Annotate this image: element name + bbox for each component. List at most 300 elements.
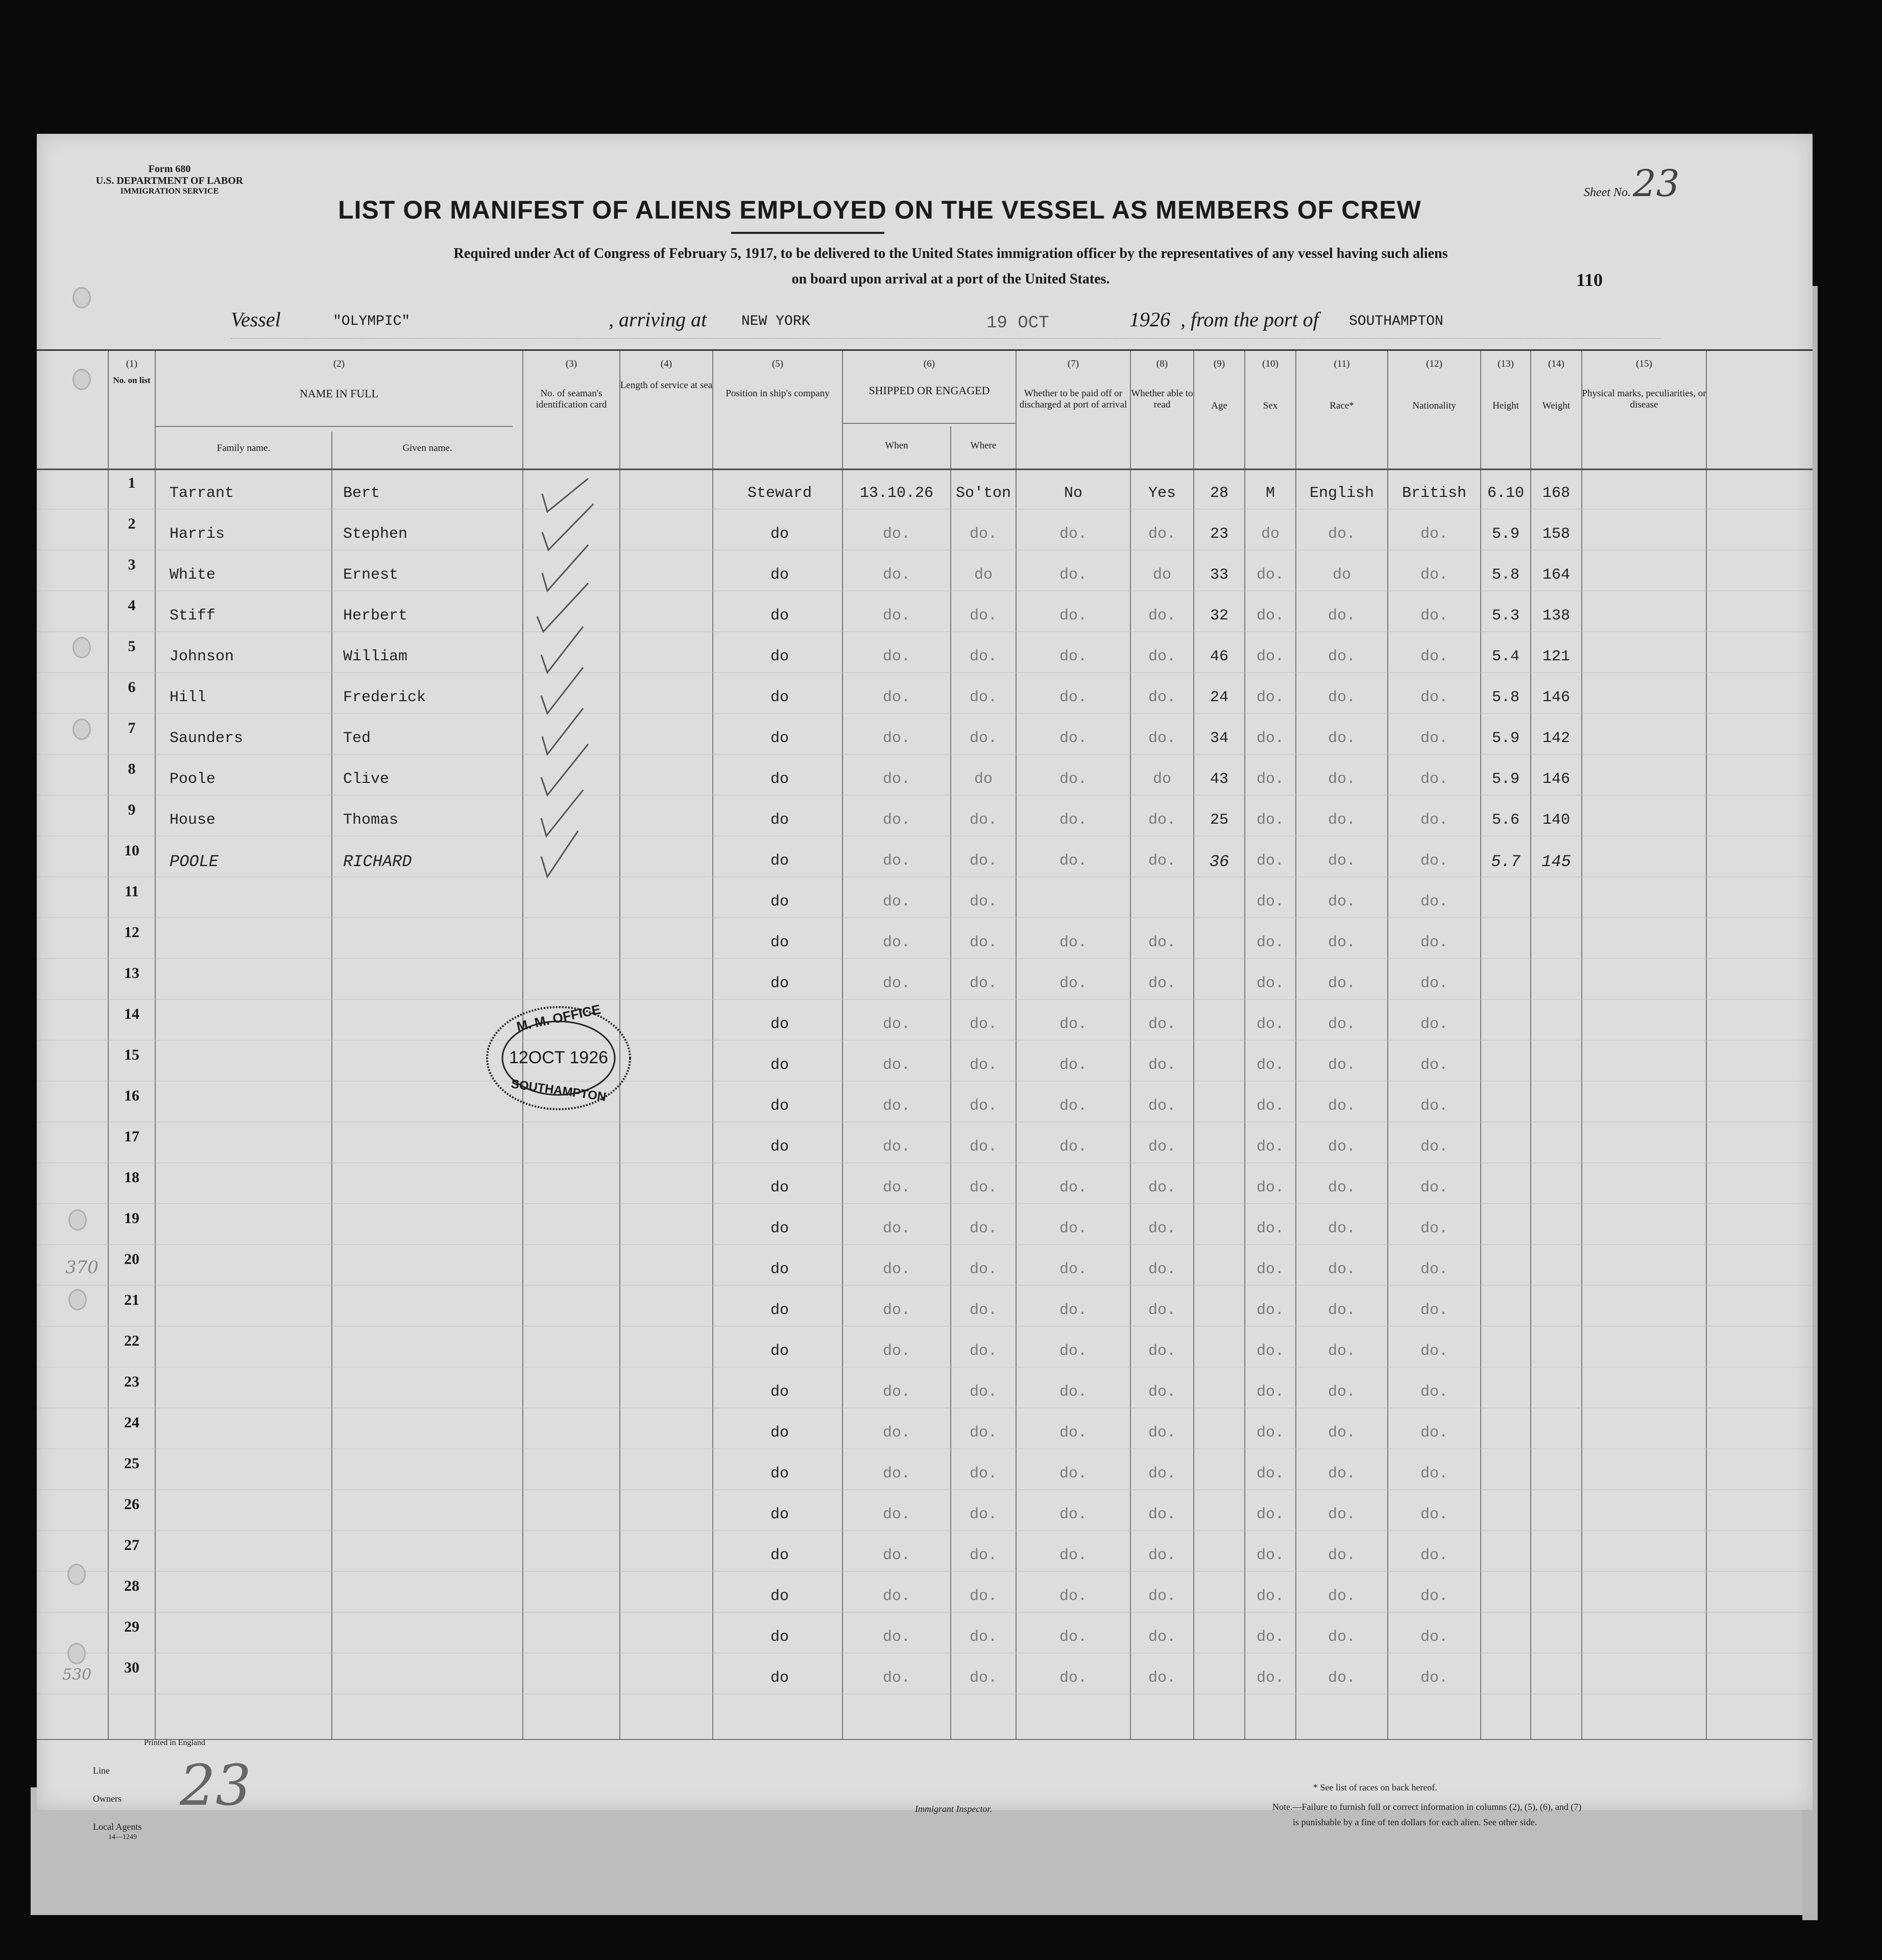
cell-nationality: do. — [1420, 525, 1448, 543]
cell-when: do. — [882, 1547, 910, 1564]
col-11-header — [1296, 358, 1388, 412]
cell-race: do. — [1328, 730, 1356, 747]
cell-sex: do. — [1256, 689, 1284, 706]
cell-when: do. — [882, 1261, 910, 1278]
cell-nationality: do. — [1420, 689, 1448, 706]
cell-family: Saunders — [170, 730, 244, 747]
cell-paid: do. — [1059, 1179, 1087, 1197]
row-number: 13 — [124, 965, 139, 982]
cell-paid: do. — [1059, 1261, 1087, 1278]
cell-when: do. — [882, 648, 910, 665]
cell-nationality: do. — [1420, 1547, 1448, 1564]
row-number: 30 — [124, 1659, 139, 1676]
cell-read: do — [1152, 771, 1171, 788]
cell-sex: do. — [1256, 1465, 1284, 1483]
table-row — [37, 1572, 1813, 1613]
col-2-header — [155, 358, 523, 399]
cell-read: do. — [1148, 1547, 1176, 1564]
cell-nationality: do. — [1420, 975, 1448, 992]
cell-where: do. — [969, 607, 997, 625]
table-row — [37, 469, 1813, 510]
cell-read: do. — [1148, 525, 1176, 543]
cell-where: do. — [969, 1669, 997, 1687]
table-row — [37, 592, 1813, 633]
cell-sex: do. — [1256, 566, 1284, 584]
cell-nationality: do. — [1420, 1588, 1448, 1605]
cell-given: Herbert — [343, 607, 408, 625]
cell-paid: do. — [1059, 1138, 1087, 1156]
cell-when: do. — [882, 893, 910, 911]
cell-position: do — [770, 1016, 789, 1033]
cell-where: do. — [969, 934, 997, 951]
cell-position: do — [770, 1669, 789, 1687]
col-11-label: Race* — [1330, 400, 1354, 411]
cell-age: 46 — [1210, 648, 1228, 665]
punch-hole — [67, 1643, 86, 1664]
cell-race: do. — [1328, 1261, 1356, 1278]
table-row — [37, 1409, 1813, 1450]
table-row — [37, 1532, 1813, 1572]
row-number: 18 — [124, 1169, 139, 1186]
row-number: 27 — [124, 1537, 139, 1553]
check-mark — [542, 504, 593, 550]
col-2-family-header: Family name. — [216, 443, 271, 453]
cell-where: do. — [969, 1138, 997, 1156]
handwritten-number: 23 — [180, 1753, 251, 1818]
cell-read: do. — [1148, 1138, 1176, 1156]
cell-where: do. — [969, 1424, 997, 1442]
office-stamp — [482, 1002, 640, 1114]
department: U.S. DEPARTMENT OF LABOR — [95, 175, 244, 186]
cell-where: do. — [969, 893, 997, 911]
cell-sex: do. — [1256, 1261, 1284, 1278]
cell-race: do. — [1328, 1547, 1356, 1564]
cell-nationality: do. — [1420, 852, 1448, 870]
table-row — [37, 551, 1813, 592]
col-15-label: Physical marks, peculiarities, or disease — [1582, 388, 1706, 410]
col-3-label: No. of seaman's identification card — [536, 388, 607, 410]
cell-position: Steward — [747, 485, 812, 502]
cell-where: do. — [969, 689, 997, 706]
arrival-port: NEW YORK — [741, 314, 810, 329]
cell-height: 5.8 — [1491, 566, 1519, 584]
cell-where: do. — [969, 811, 997, 829]
cell-age: 28 — [1210, 485, 1228, 502]
cell-when: do. — [882, 975, 910, 992]
cell-when: do. — [882, 1016, 910, 1033]
row-number: 12 — [124, 924, 139, 941]
cell-read: do. — [1148, 1383, 1176, 1401]
punch-hole — [73, 637, 91, 658]
cell-paid: do. — [1059, 1547, 1087, 1564]
cell-nationality: do. — [1420, 730, 1448, 747]
manifest-table — [37, 351, 1813, 1740]
cell-given: Ernest — [343, 566, 399, 584]
sheet-value: 23 — [1632, 162, 1680, 205]
cell-sex: M — [1265, 485, 1275, 502]
col-4-header — [620, 358, 713, 391]
table-row — [37, 1286, 1813, 1327]
cell-race: do. — [1328, 689, 1356, 706]
check-mark — [541, 744, 588, 795]
col-10-header — [1245, 358, 1296, 412]
table-row — [37, 1205, 1813, 1246]
cell-given: Frederick — [343, 689, 426, 706]
cell-where: do. — [969, 1261, 997, 1278]
col-6-header — [842, 358, 1016, 396]
table-row — [37, 510, 1813, 551]
col-8-number: (8) — [1156, 358, 1168, 369]
col-5-number: (5) — [771, 358, 784, 369]
cell-paid: do. — [1059, 771, 1087, 788]
cell-where: do. — [969, 852, 997, 870]
cell-weight: 142 — [1542, 730, 1570, 747]
footer-agents-label: Local Agents — [93, 1822, 142, 1832]
col-8-header — [1130, 358, 1194, 411]
cell-paid: do. — [1059, 1424, 1087, 1442]
cell-paid: do. — [1059, 607, 1087, 625]
cell-where: do. — [969, 1302, 997, 1319]
cell-sex: do. — [1256, 1669, 1284, 1687]
cell-where: do. — [969, 525, 997, 543]
table-row — [37, 755, 1813, 796]
punch-hole — [73, 287, 91, 308]
cell-family: White — [170, 566, 216, 584]
col-5-header — [713, 358, 842, 399]
cell-position: do — [770, 730, 789, 747]
cell-height: 5.7 — [1491, 852, 1521, 871]
table-row — [37, 1491, 1813, 1532]
arriving-label: , arriving at — [609, 308, 707, 331]
cell-sex: do. — [1256, 648, 1284, 665]
table-row — [37, 837, 1813, 878]
cell-given: RICHARD — [343, 852, 412, 871]
cell-position: do — [770, 1302, 789, 1319]
cell-race: do. — [1328, 607, 1356, 625]
penalty-note-1: Note.—Failure to furnish full or correct information in columns (2), (5), (6), and (7) — [1272, 1802, 1582, 1812]
cell-sex: do. — [1256, 1302, 1284, 1319]
cell-sex: do. — [1256, 1220, 1284, 1237]
cell-position: do — [770, 1506, 789, 1523]
row-number: 5 — [128, 638, 136, 655]
cell-sex: do. — [1256, 1629, 1284, 1646]
table-row — [37, 960, 1813, 1000]
table-row — [37, 878, 1813, 919]
col-1-number: (1) — [126, 358, 138, 369]
row-number: 4 — [128, 597, 136, 614]
cell-height: 5.6 — [1491, 811, 1519, 829]
row-number: 29 — [124, 1618, 139, 1635]
cell-position: do — [770, 525, 789, 543]
cell-read: do. — [1148, 1220, 1176, 1237]
cell-where: do — [974, 771, 993, 788]
cell-sex: do. — [1256, 893, 1284, 911]
cell-position: do — [770, 607, 789, 625]
races-note: * See list of races on back hereof. — [1313, 1782, 1437, 1792]
cell-nationality: do. — [1420, 1629, 1448, 1646]
cell-nationality: do. — [1420, 1016, 1448, 1033]
cell-sex: do. — [1256, 1343, 1284, 1360]
col-2-given-header: Given name. — [402, 443, 452, 453]
row-number: 19 — [124, 1210, 139, 1227]
form-number: Form 680 — [148, 163, 191, 175]
margin-mark: 530 — [62, 1666, 92, 1684]
cell-paid: do. — [1059, 1669, 1087, 1687]
cell-age: 25 — [1210, 811, 1228, 829]
punch-hole — [73, 369, 91, 390]
cell-height: 5.9 — [1491, 730, 1519, 747]
cell-when: do. — [882, 730, 910, 747]
table-row — [37, 1450, 1813, 1491]
cell-where: do. — [969, 1016, 997, 1033]
cell-read: do. — [1148, 1343, 1176, 1360]
row-number: 9 — [128, 801, 136, 818]
cell-race: do. — [1328, 1138, 1356, 1156]
cell-paid: do. — [1059, 1506, 1087, 1523]
requirement-line-2: on board upon arrival at a port of the United States. — [791, 271, 1110, 287]
col-10-label: Sex — [1263, 400, 1278, 411]
vessel-label: Vessel — [231, 308, 281, 331]
cell-given: Ted — [343, 730, 371, 747]
cell-weight: 158 — [1542, 525, 1570, 543]
table-row — [37, 1164, 1813, 1205]
cell-position: do — [770, 1261, 789, 1278]
cell-family: Harris — [170, 525, 225, 543]
stamp-top: M. M. OFFICE — [515, 1001, 602, 1035]
cell-when: do. — [882, 1629, 910, 1646]
cell-when: do. — [882, 771, 910, 788]
cell-race: do. — [1328, 1343, 1356, 1360]
col-13-number: (13) — [1498, 358, 1514, 369]
cell-position: do — [770, 1547, 789, 1564]
cell-age: 23 — [1210, 525, 1228, 543]
inspector-label: Immigrant Inspector. — [915, 1804, 992, 1814]
cell-position: do — [770, 689, 789, 706]
cell-weight: 140 — [1542, 811, 1570, 829]
row-number: 10 — [124, 842, 139, 859]
col-1-header — [108, 358, 155, 386]
cell-nationality: do. — [1420, 1424, 1448, 1442]
col-15-number: (15) — [1636, 358, 1652, 369]
col-14-header — [1531, 358, 1582, 412]
cell-position: do — [770, 771, 789, 788]
cell-paid: do. — [1059, 1302, 1087, 1319]
cell-sex: do. — [1256, 1424, 1284, 1442]
cell-position: do — [770, 1383, 789, 1401]
cell-position: do — [770, 811, 789, 829]
cell-sex: do. — [1256, 1016, 1284, 1033]
cell-nationality: do. — [1420, 1343, 1448, 1360]
cell-height: 5.3 — [1491, 607, 1519, 625]
cell-family: Hill — [170, 689, 207, 706]
cell-height: 5.4 — [1491, 648, 1519, 665]
cell-weight: 138 — [1542, 607, 1570, 625]
cell-when: do. — [882, 1302, 910, 1319]
row-number: 3 — [128, 556, 136, 573]
cell-read: do. — [1148, 1302, 1176, 1319]
cell-when: do. — [882, 1220, 910, 1237]
col-1-label: No. on list — [113, 375, 151, 385]
table-row — [37, 919, 1813, 960]
cell-read: do. — [1148, 1424, 1176, 1442]
cell-sex: do. — [1256, 975, 1284, 992]
cell-when: do. — [882, 852, 910, 870]
cell-where: do. — [969, 1506, 997, 1523]
col-4-label: Length of service at sea — [620, 380, 713, 391]
cell-position: do — [770, 975, 789, 992]
cell-position: do — [770, 1588, 789, 1605]
cell-height: 5.9 — [1491, 771, 1519, 788]
row-number: 21 — [124, 1292, 139, 1308]
cell-height: 5.9 — [1491, 525, 1519, 543]
cell-read: do. — [1148, 975, 1176, 992]
cell-race: do. — [1328, 525, 1356, 543]
row-number: 8 — [128, 760, 136, 777]
cell-where: do. — [969, 1547, 997, 1564]
service: IMMIGRATION SERVICE — [120, 187, 219, 196]
cell-nationality: do. — [1420, 607, 1448, 625]
cell-sex: do. — [1256, 1057, 1284, 1074]
cell-nationality: do. — [1420, 1138, 1448, 1156]
row-number: 24 — [124, 1414, 139, 1431]
cell-race: do. — [1328, 1383, 1356, 1401]
cell-paid: do. — [1059, 1057, 1087, 1074]
cell-given: William — [343, 648, 408, 665]
cell-position: do — [770, 1179, 789, 1197]
cell-read: do. — [1148, 811, 1176, 829]
from-label: , from the port of — [1180, 308, 1319, 331]
cell-sex: do. — [1256, 1097, 1284, 1115]
table-row — [37, 1368, 1813, 1409]
col-14-label: Weight — [1542, 400, 1571, 411]
cell-nationality: British — [1402, 485, 1467, 502]
cell-age: 36 — [1209, 852, 1229, 871]
col-13-header — [1481, 358, 1531, 412]
cell-nationality: do. — [1420, 1179, 1448, 1197]
cell-where: do. — [969, 1220, 997, 1237]
cell-when: do. — [882, 607, 910, 625]
cell-family: House — [170, 811, 216, 829]
cell-race: do. — [1328, 1588, 1356, 1605]
cell-given: Stephen — [343, 525, 408, 543]
cell-height: 5.8 — [1491, 689, 1519, 706]
cell-read: do. — [1148, 1629, 1176, 1646]
cell-nationality: do. — [1420, 1383, 1448, 1401]
cell-position: do — [770, 648, 789, 665]
cell-weight: 146 — [1542, 771, 1570, 788]
cell-read: do. — [1148, 1506, 1176, 1523]
cell-race: do — [1332, 566, 1351, 584]
cell-read: Yes — [1148, 485, 1176, 502]
cell-weight: 168 — [1542, 485, 1570, 502]
cell-sex: do. — [1256, 730, 1284, 747]
stamp-date: 12OCT 1926 — [509, 1048, 609, 1067]
check-mark — [537, 583, 588, 632]
cell-weight: 164 — [1542, 566, 1570, 584]
sheet-label: Sheet No. — [1584, 186, 1631, 199]
cell-race: do. — [1328, 1424, 1356, 1442]
cell-where: do. — [969, 1588, 997, 1605]
cell-paid: do. — [1059, 1383, 1087, 1401]
table-row — [37, 633, 1813, 674]
margin-mark: 370 — [65, 1257, 99, 1278]
cell-when: do. — [882, 1138, 910, 1156]
col-14-number: (14) — [1548, 358, 1564, 369]
check-mark — [542, 545, 588, 591]
cell-read: do. — [1148, 607, 1176, 625]
col-6-number: (6) — [923, 358, 935, 369]
cell-read: do. — [1148, 1097, 1176, 1115]
cell-paid: do. — [1059, 566, 1087, 584]
col-3-number: (3) — [565, 358, 577, 369]
cell-race: do. — [1328, 771, 1356, 788]
vessel-line — [231, 307, 1660, 339]
cell-position: do — [770, 893, 789, 911]
cell-nationality: do. — [1420, 811, 1448, 829]
row-number: 28 — [124, 1577, 139, 1594]
row-number: 22 — [124, 1332, 139, 1349]
cell-read: do. — [1148, 852, 1176, 870]
from-port: SOUTHAMPTON — [1349, 314, 1443, 329]
cell-nationality: do. — [1420, 1506, 1448, 1523]
cell-family: Poole — [170, 771, 216, 788]
cell-age: 24 — [1210, 689, 1228, 706]
table-row — [37, 1123, 1813, 1164]
cell-age: 43 — [1210, 771, 1228, 788]
cell-where: do. — [969, 1343, 997, 1360]
cell-position: do — [770, 1343, 789, 1360]
cell-when: do. — [882, 1669, 910, 1687]
punch-hole — [73, 719, 91, 740]
cell-where: do — [974, 566, 993, 584]
cell-read: do. — [1148, 1465, 1176, 1483]
table-row — [37, 796, 1813, 837]
cell-paid: do. — [1059, 975, 1087, 992]
cell-where: do. — [969, 1465, 997, 1483]
cell-family: Stiff — [170, 607, 216, 625]
arrival-date: 19 OCT — [986, 314, 1049, 333]
col-15-header — [1582, 358, 1706, 411]
cell-when: do. — [882, 566, 910, 584]
cell-paid: do. — [1059, 1629, 1087, 1646]
punch-hole — [68, 1289, 87, 1310]
col-6-when-header: When — [885, 440, 908, 451]
cell-sex: do. — [1256, 852, 1284, 870]
cell-nationality: do. — [1420, 893, 1448, 911]
cell-when: do. — [882, 525, 910, 543]
cell-when: do. — [882, 1465, 910, 1483]
cell-paid: do. — [1059, 730, 1087, 747]
cell-sex: do. — [1256, 1383, 1284, 1401]
table-row — [37, 1041, 1813, 1082]
cell-read: do. — [1148, 1179, 1176, 1197]
cell-when: 13.10.26 — [859, 485, 934, 502]
printed-note: Printed in England — [144, 1738, 205, 1747]
manifest-sheet — [37, 134, 1813, 1841]
row-number: 26 — [124, 1496, 139, 1513]
cell-weight: 121 — [1542, 648, 1570, 665]
cell-paid: do. — [1059, 1097, 1087, 1115]
cell-nationality: do. — [1420, 1669, 1448, 1687]
cell-read: do. — [1148, 1016, 1176, 1033]
col-8-label: Whether able to read — [1131, 388, 1193, 410]
row-number: 23 — [124, 1373, 139, 1390]
arrival-year: 1926 — [1129, 308, 1170, 331]
cell-weight: 146 — [1542, 689, 1570, 706]
row-number: 11 — [124, 883, 139, 900]
cell-race: do. — [1328, 893, 1356, 911]
cell-read: do. — [1148, 1057, 1176, 1074]
